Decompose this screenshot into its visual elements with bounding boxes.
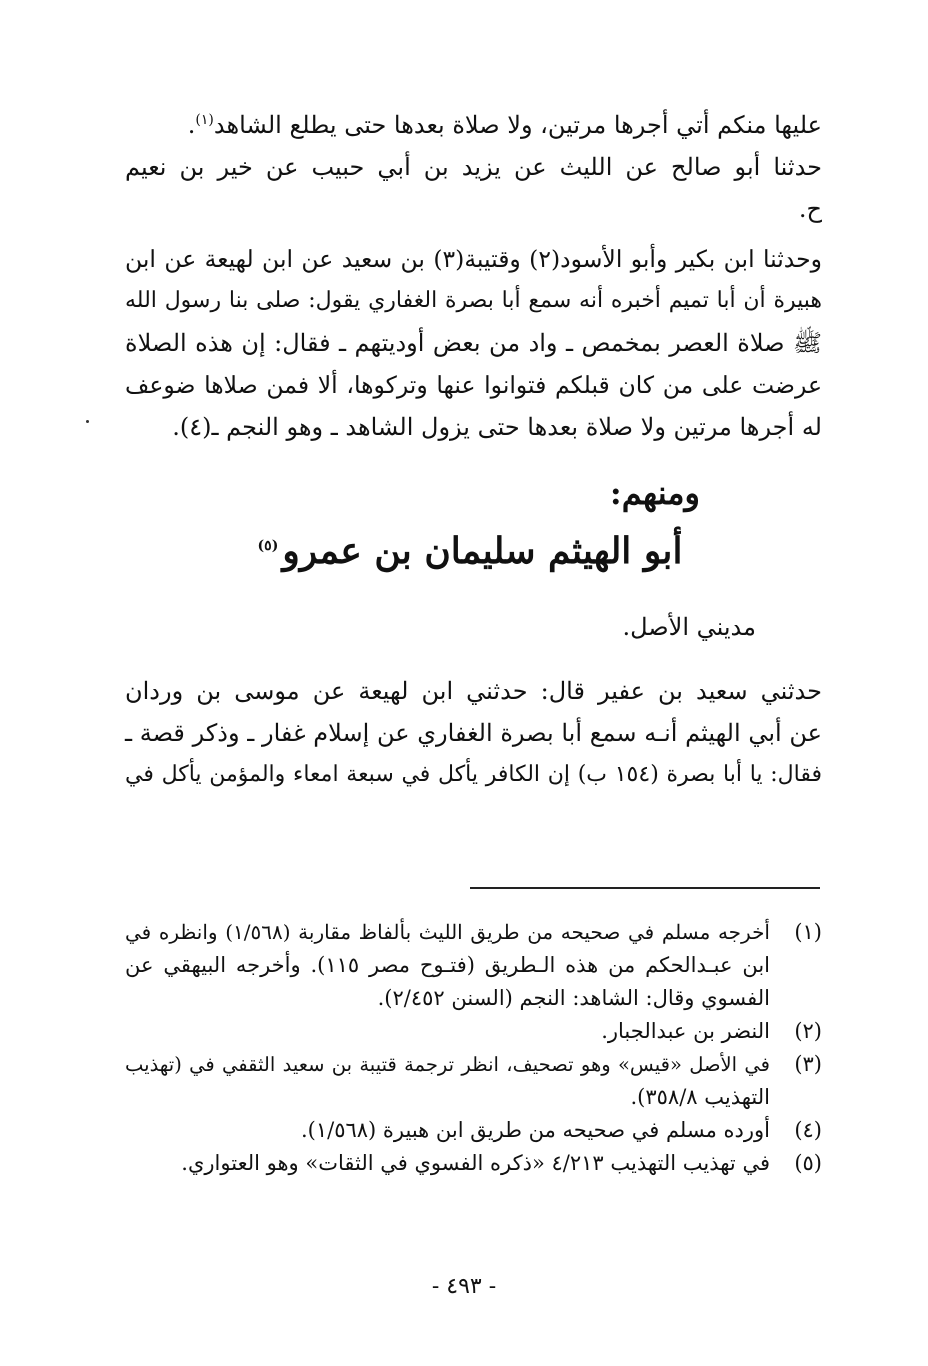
footnote-text <box>125 1147 770 1180</box>
footnote-text <box>125 916 770 1015</box>
text-line: أورده مسلم في صحيحه من طريق ابن هبيرة (١/٥٦٨). <box>300 1118 770 1142</box>
paragraph-2 <box>125 146 822 230</box>
narrator-name: أبو الهيثم سليمان بن عمرو <box>282 530 683 572</box>
paragraph-1 <box>125 104 822 146</box>
text-line: هبيرة أن أبا تميم أخبره أنه سمع أبا بصرة الغفاري يقول: صلى بنا رسول الله <box>125 288 822 313</box>
text-line <box>125 104 822 146</box>
page-number: - ٤٩٣ - <box>431 1274 497 1299</box>
footnote-number: (٥) <box>794 1151 822 1175</box>
section-heading-minhum: ومنهم: <box>609 474 700 512</box>
footnote-number: (٢) <box>794 1019 822 1043</box>
text-line: فقال: يا أبا بصرة (١٥٤ ب) إن الكافر يأكل في سبعة امعاء والمؤمن يأكل في <box>125 762 822 787</box>
footnote-1 <box>125 916 822 1015</box>
footnote-5 <box>125 1147 822 1180</box>
paragraph-4 <box>125 670 822 796</box>
footnote-text <box>125 1114 770 1147</box>
text-line: حدثني سعيد بن عفير قال: حدثني ابن لهيعة عن موسى بن وردان <box>125 677 822 705</box>
footnote-number: (٣) <box>794 1052 822 1076</box>
footnote-2 <box>125 1015 822 1048</box>
footnote-number: (١) <box>794 920 822 944</box>
footnote-text <box>125 1015 770 1048</box>
text-line: ح. <box>798 195 822 223</box>
text-line: ﷺ صلاة العصر بمخمص ـ واد من بعض أوديتهم ـ فقال: إن هذه الصلاة <box>125 329 822 357</box>
text-line: عرضت على من كان قبلكم فتوانوا عنها وتركوها، ألا فمن صلاها ضوعف <box>125 371 822 399</box>
text-line: ابن عبـدالحكم من هذه الـطريق (فتـوح مصر ١١٥). وأخرجه البيهقي عن <box>125 953 770 977</box>
footnote-4 <box>125 1114 822 1147</box>
text-line: الفسوي وقال: الشاهد: النجم (السنن ٢/٤٥٢). <box>377 986 770 1010</box>
footnote-divider <box>470 887 820 889</box>
text-line: أخرجه مسلم في صحيحه من طريق الليث بألفاظ مقاربة (١/٥٦٨) وانظره في <box>125 920 770 944</box>
text-line: حدثنا أبو صالح عن الليث عن يزيد بن أبي حبيب عن خير بن نعيم <box>125 153 822 181</box>
footnote-3 <box>125 1048 822 1114</box>
footnote-ref: (٥) <box>257 538 279 554</box>
text-line: النضر بن عبدالجبار. <box>601 1019 770 1043</box>
text-line: عن أبي الهيثم أنـه سمع أبا بصرة الغفاري عن إسلام غفار ـ وذكر قصة ـ <box>125 719 822 747</box>
text-line: التهذيب ٣٥٨/٨). <box>630 1085 770 1109</box>
margin-dot <box>86 420 89 423</box>
footnote-number: (٤) <box>794 1118 822 1142</box>
origin-line: مديني الأصل. <box>622 613 756 641</box>
footnotes <box>125 916 822 1180</box>
text-line: في تهذيب التهذيب ٤/٢١٣ «ذكره الفسوي في الثقات» وهو العتواري. <box>181 1151 770 1175</box>
text-line: في الأصل «قيس» وهو تصحيف، انظر ترجمة قتيبة بن سعيد الثقفي في (تهذيب <box>125 1053 770 1076</box>
text-run: عليها منكم أتي أجرها مرتين، ولا صلاة بعدها حتى يطلع الشاهد <box>213 111 822 139</box>
text-line: له أجرها مرتين ولا صلاة بعدها حتى يزول الشاهد ـ وهو النجم ـ(٤). <box>172 413 822 441</box>
footnote-text <box>125 1048 770 1114</box>
footnote-ref: (١) <box>195 112 214 128</box>
narrator-name-heading <box>0 530 928 572</box>
paragraph-3 <box>125 238 822 448</box>
text-run: . <box>187 111 196 139</box>
text-line: وحدثنا ابن بكير وأبو الأسود(٢) وقتيبة(٣) بن سعيد عن ابن لهيعة عن ابن <box>125 245 823 273</box>
